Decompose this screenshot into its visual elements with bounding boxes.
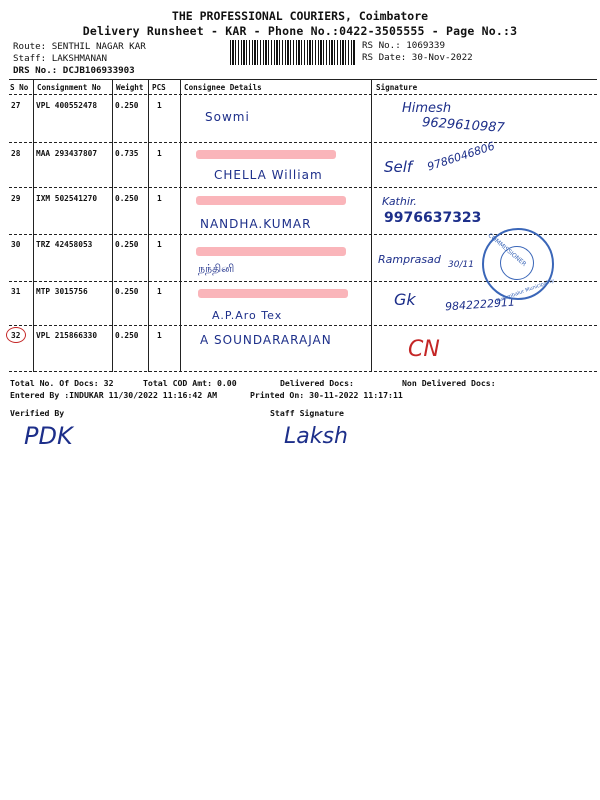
row-weight: 0.735 <box>115 149 139 158</box>
row-consignee: நந்தினி <box>198 262 235 275</box>
col-header-weight: Weight <box>116 83 144 92</box>
row-signature-phone: 30/11 <box>448 260 474 270</box>
printed-on: Printed On: 30-11-2022 11:17:11 <box>250 390 403 400</box>
row-signature: Ramprasad <box>378 253 441 266</box>
total-docs: Total No. Of Docs: 32 <box>10 378 114 388</box>
row-sno: 29 <box>11 194 21 203</box>
redaction-mark <box>196 196 346 205</box>
row-consignee: A SOUNDARARAJAN <box>200 333 332 347</box>
row-divider <box>9 325 597 326</box>
row-signature: Kathir. <box>382 195 417 208</box>
row-consignment: TRZ 42458053 <box>36 240 93 249</box>
col-header-sno: S No <box>10 83 29 92</box>
rs-number: RS No.: 1069339 <box>362 40 445 51</box>
redaction-mark <box>196 150 336 159</box>
col-header-consignee: Consignee Details <box>184 83 262 92</box>
row-weight: 0.250 <box>115 240 139 249</box>
staff-signature: Laksh <box>284 424 348 449</box>
row-signature-phone: 9976637323 <box>384 210 482 226</box>
stamp-subtext: Kurumbalur Municipality <box>495 277 556 305</box>
row-sno: 30 <box>11 240 21 249</box>
row-signature: Gk <box>394 290 416 309</box>
row-consignment: VPL 400552478 <box>36 101 98 110</box>
row-sno: 27 <box>11 101 21 110</box>
row-signature: CN <box>408 337 440 362</box>
row-divider <box>9 187 597 188</box>
table-top-border <box>9 79 597 80</box>
row-weight: 0.250 <box>115 194 139 203</box>
row-divider <box>9 142 597 143</box>
verified-by-label: Verified By <box>10 408 65 418</box>
document-title: THE PROFESSIONAL COURIERS, Coimbatore <box>171 9 429 23</box>
column-divider <box>180 80 181 372</box>
row-pcs: 1 <box>157 101 162 110</box>
row-pcs: 1 <box>157 149 162 158</box>
table-header-divider <box>9 94 597 95</box>
route-label: Route: SENTHIL NAGAR KAR <box>13 41 146 52</box>
row-consignment: VPL 215866330 <box>36 331 98 340</box>
non-delivered-docs: Non Delivered Docs: <box>402 378 496 388</box>
rs-date: RS Date: 30-Nov-2022 <box>362 52 473 63</box>
row-pcs: 1 <box>157 331 162 340</box>
col-header-signature: Signature <box>376 83 418 92</box>
row-consignee: A.P.Aro Tex <box>212 309 283 322</box>
row-consignment: IXM 502541270 <box>36 194 98 203</box>
row-consignee: Sowmi <box>205 110 250 124</box>
barcode-icon <box>230 40 356 65</box>
redaction-mark <box>196 247 346 256</box>
col-header-consignment: Consignment No <box>37 83 102 92</box>
row-consignee: CHELLA William <box>214 168 323 182</box>
row-weight: 0.250 <box>115 101 139 110</box>
row-signature: Himesh <box>402 101 452 116</box>
row-sno: 32 <box>11 331 21 340</box>
row-pcs: 1 <box>157 287 162 296</box>
col-header-pcs: PCS <box>152 83 166 92</box>
row-signature-phone: 9842222911 <box>444 295 516 314</box>
staff-signature-label: Staff Signature <box>270 408 344 418</box>
total-cod: Total COD Amt: 0.00 <box>143 378 237 388</box>
document-subtitle: Delivery Runsheet - KAR - Phone No.:0422-3505555 - Page No.:3 <box>82 24 518 38</box>
row-weight: 0.250 <box>115 287 139 296</box>
staff-label: Staff: LAKSHMANAN <box>13 53 108 64</box>
row-pcs: 1 <box>157 194 162 203</box>
row-consignment: MTP 3015756 <box>36 287 88 296</box>
verified-signature: PDK <box>24 422 73 450</box>
row-pcs: 1 <box>157 240 162 249</box>
table-bottom-border <box>9 371 597 372</box>
row-consignment: MAA 293437807 <box>36 149 98 158</box>
entered-by: Entered By :INDUKAR 11/30/2022 11:16:42 AM <box>10 390 218 400</box>
row-sno: 28 <box>11 149 21 158</box>
redaction-mark <box>198 289 348 298</box>
column-divider <box>33 80 34 372</box>
drs-number: DRS No.: DCJB106933903 <box>13 65 135 76</box>
row-consignee: NANDHA.KUMAR <box>200 217 312 231</box>
column-divider <box>371 80 372 372</box>
column-divider <box>112 80 113 372</box>
row-signature-phone: 9786046806 <box>425 139 497 174</box>
delivered-docs: Delivered Docs: <box>280 378 354 388</box>
row-signature-phone: 9629610987 <box>421 115 506 136</box>
row-signature: Self <box>384 158 413 176</box>
row-sno: 31 <box>11 287 21 296</box>
column-divider <box>148 80 149 372</box>
row-weight: 0.250 <box>115 331 139 340</box>
stamp-text: COMMISSIONER <box>486 232 528 268</box>
